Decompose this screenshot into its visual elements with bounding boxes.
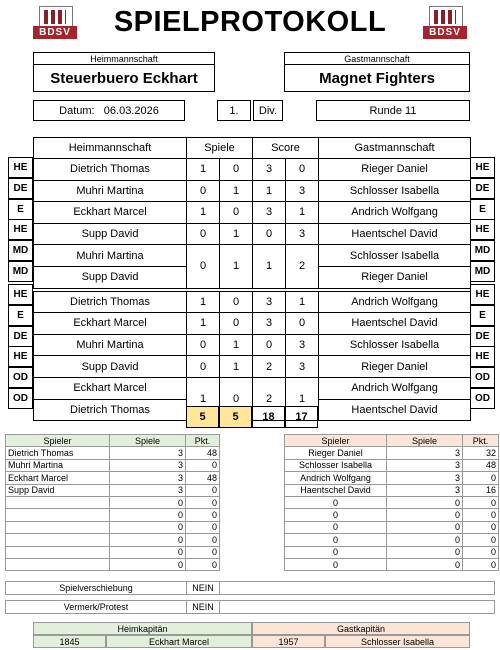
game-type-label: MD xyxy=(470,261,495,282)
stats-row: 0 0 xyxy=(6,558,220,570)
stats-row: 0 0 0 xyxy=(285,496,499,508)
match-table xyxy=(33,137,470,421)
home-captain-id: 1845 xyxy=(33,635,106,648)
game-type-label: HE xyxy=(470,219,495,240)
game-type-label: E xyxy=(8,199,33,220)
game-type-label: DE xyxy=(8,178,33,199)
col-header-score: Score xyxy=(253,138,319,159)
stats-row: 0 0 xyxy=(6,509,220,521)
remark-label: Vermerk/Protest xyxy=(6,601,187,613)
stats-row: Supp David 3 0 xyxy=(6,484,220,496)
match-row: Supp David 0 1 0 3 Haentschel David xyxy=(34,223,471,245)
guest-team-name: Magnet Fighters xyxy=(284,64,470,92)
stats-row: Eckhart Marcel 3 48 xyxy=(6,472,220,484)
game-type-label: OD xyxy=(470,367,495,388)
remark-value: NEIN xyxy=(187,601,220,613)
game-type-label: E xyxy=(8,305,33,326)
col-header-home: Heimmannschaft xyxy=(34,138,187,159)
total-games-home: 5 xyxy=(186,406,219,428)
home-team-name: Steuerbuero Eckhart xyxy=(33,64,215,92)
home-captain-name: Eckhart Marcel xyxy=(106,635,252,648)
home-label: Heimmannschaft xyxy=(33,52,215,65)
game-type-label: OD xyxy=(8,388,33,409)
game-type-label: DE xyxy=(470,326,495,347)
home-stats-table: Spieler Spiele Pkt. Dietrich Thomas 3 48 Muhri Martina 3 0 Eckhart Marcel 3 48 Supp David 3 0 0 0 0 0 0 0 0 0 0 0 0 0 xyxy=(5,434,219,571)
league-division: Div. xyxy=(253,100,283,121)
total-games-guest: 5 xyxy=(219,406,252,428)
page-title: SPIELPROTOKOLL xyxy=(113,5,387,38)
game-type-label: DE xyxy=(470,178,495,199)
match-row-doubles: Eckhart Marcel 1 0 2 1 Andrich Wolfgang xyxy=(34,377,471,399)
guest-captain-name: Schlosser Isabella xyxy=(325,635,470,648)
game-type-label: OD xyxy=(8,367,33,388)
game-type-label: HE xyxy=(8,157,33,178)
bdsv-logo-right: BDSV xyxy=(423,4,467,44)
stats-row: Rieger Daniel 3 32 xyxy=(285,447,499,459)
game-type-label: OD xyxy=(470,388,495,409)
game-type-label: HE xyxy=(470,284,495,305)
game-type-label: HE xyxy=(470,157,495,178)
guest-captain-label: Gastkapitän xyxy=(252,622,470,635)
stats-row: 0 0 0 xyxy=(285,546,499,558)
bdsv-logo-left: BDSV xyxy=(33,4,77,44)
stats-row: 0 0 xyxy=(6,534,220,546)
match-row: Eckhart Marcel 1 0 3 1 Andrich Wolfgang xyxy=(34,202,471,224)
game-type-label: HE xyxy=(8,284,33,305)
match-row-doubles: Muhri Martina 0 1 1 2 Schlosser Isabella xyxy=(34,245,471,267)
game-type-label: MD xyxy=(470,240,495,261)
match-row: Muhri Martina 0 1 0 3 Schlosser Isabella xyxy=(34,334,471,356)
stats-row: Muhri Martina 3 0 xyxy=(6,459,220,471)
postponement-row xyxy=(5,581,495,595)
date-value: 06.03.2026 xyxy=(103,104,159,117)
match-row: Eckhart Marcel 1 0 3 0 Haentschel David xyxy=(34,313,471,335)
remark-row xyxy=(5,600,495,614)
stats-row: Haentschel David 3 16 xyxy=(285,484,499,496)
match-row-doubles: Dietrich Thomas Haentschel David xyxy=(34,399,471,421)
game-type-label: MD xyxy=(8,261,33,282)
game-type-label: E xyxy=(470,305,495,326)
match-row: Dietrich Thomas 1 0 3 0 Rieger Daniel xyxy=(34,159,471,181)
guest-captain-id: 1957 xyxy=(252,635,325,648)
match-row: Muhri Martina 0 1 1 3 Schlosser Isabella xyxy=(34,180,471,202)
match-row: Supp David 0 1 2 3 Rieger Daniel xyxy=(34,356,471,378)
stats-row: Dietrich Thomas 3 48 xyxy=(6,447,220,459)
stats-row: 0 0 0 xyxy=(285,534,499,546)
stats-row: 0 0 xyxy=(6,546,220,558)
date-label: Datum: xyxy=(59,104,95,117)
game-type-label: HE xyxy=(470,346,495,367)
match-row: Dietrich Thomas 1 0 3 1 Andrich Wolfgang xyxy=(34,291,471,313)
col-header-guest: Gastmannschaft xyxy=(319,138,471,159)
guest-stats-table: Spieler Spiele Pkt. Rieger Daniel 3 32 Schlosser Isabella 3 48 Andrich Wolfgang 3 0 Haentschel David 3 16 0 0 0 0 0 0 0 0 0 0 0 0 0 0 0 0 0 0 xyxy=(284,434,498,571)
col-header-games: Spiele xyxy=(187,138,253,159)
stats-row: 0 0 xyxy=(6,496,220,508)
home-captain-label: Heimkapitän xyxy=(33,622,252,635)
captains-block xyxy=(33,622,470,648)
date-field xyxy=(33,100,185,121)
stats-row: Andrich Wolfgang 3 0 xyxy=(285,472,499,484)
match-row-doubles: Supp David Rieger Daniel xyxy=(34,266,471,288)
game-type-label: HE xyxy=(8,219,33,240)
game-type-label: HE xyxy=(8,346,33,367)
game-type-label: E xyxy=(470,199,495,220)
stats-row: Schlosser Isabella 3 48 xyxy=(285,459,499,471)
postponement-value: NEIN xyxy=(187,582,220,594)
stats-row: 0 0 xyxy=(6,521,220,533)
stats-row: 0 0 0 xyxy=(285,509,499,521)
stats-row: 0 0 0 xyxy=(285,521,499,533)
total-score-home: 18 xyxy=(252,406,285,428)
round-field: Runde 11 xyxy=(316,100,470,121)
postponement-label: Spielverschiebung xyxy=(6,582,187,594)
game-type-label: MD xyxy=(8,240,33,261)
game-type-label: DE xyxy=(8,326,33,347)
stats-row: 0 0 0 xyxy=(285,558,499,570)
total-score-guest: 17 xyxy=(285,406,318,428)
guest-label: Gastmannschaft xyxy=(284,52,470,65)
league-number: 1. xyxy=(217,100,251,121)
